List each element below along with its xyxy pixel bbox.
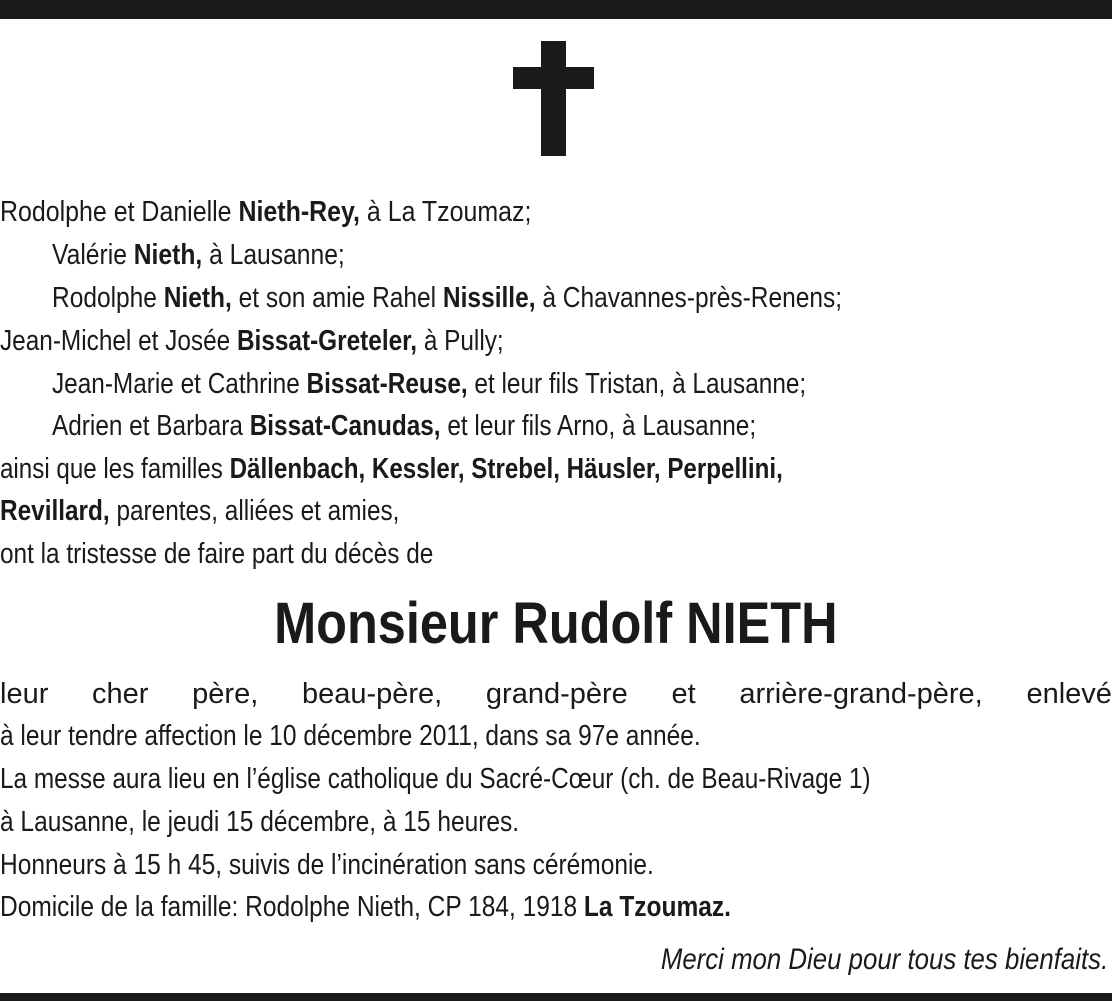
word: enlevé <box>1026 678 1112 710</box>
cross-horizontal-bar <box>513 67 594 89</box>
line-text: à leur tendre affection le 10 décembre 2011, dans sa 97e année. <box>0 720 701 752</box>
line-text: Jean-Michel et Josée <box>0 325 237 357</box>
word: leur <box>0 678 49 710</box>
line-text: à Lausanne; <box>202 239 345 271</box>
line-text: parentes, alliées et amies, <box>109 495 400 527</box>
line-text: ont la tristesse de faire part du décès de <box>0 538 434 570</box>
relatives-line-4 <box>0 324 504 358</box>
body-line-2 <box>0 719 701 753</box>
bottom-border-rule <box>0 993 1112 1001</box>
word: arrière-grand-père, <box>739 678 983 710</box>
line-text: à Pully; <box>417 325 504 357</box>
line-text: Jean-Marie et Cathrine <box>52 368 307 400</box>
body-line-1 <box>0 677 1112 711</box>
relatives-line-7 <box>0 452 783 486</box>
announcement-line <box>0 537 433 571</box>
body-line-4 <box>0 805 519 839</box>
place-name: La Tzoumaz. <box>583 891 731 923</box>
line-text: ainsi que les familles <box>0 453 230 485</box>
closing-motto: Merci mon Dieu pour tous tes bienfaits. <box>660 943 1108 976</box>
body-line-3 <box>0 762 871 796</box>
deceased-name-heading <box>0 592 1112 656</box>
word: et <box>671 678 696 710</box>
family-names: Dällenbach, Kessler, Strebel, Häusler, Perpellini, <box>229 453 783 485</box>
body-line-6 <box>0 890 731 924</box>
family-name: Bissat-Greteler, <box>236 325 418 357</box>
relatives-line-3 <box>52 281 842 315</box>
line-text: et son amie Rahel <box>231 282 443 314</box>
relatives-line-1 <box>0 195 531 229</box>
line-text: Domicile de la famille: Rodolphe Nieth, CP 184, 1918 <box>0 891 584 923</box>
body-line-5 <box>0 848 654 882</box>
family-name: Nieth, <box>163 282 232 314</box>
justified-words <box>0 677 1112 711</box>
line-text: et leur fils Tristan, à Lausanne; <box>467 368 807 400</box>
relatives-line-6 <box>52 409 756 443</box>
line-text: à Chavannes-près-Renens; <box>535 282 843 314</box>
line-text: La messe aura lieu en l’église catholique du Sacré-Cœur (ch. de Beau-Rivage 1) <box>0 763 871 795</box>
relatives-line-8 <box>0 494 399 528</box>
family-name: Bissat-Reuse, <box>306 368 468 400</box>
line-text: à La Tzoumaz; <box>359 196 532 228</box>
line-text: Honneurs à 15 h 45, suivis de l’incinération sans cérémonie. <box>0 849 654 881</box>
deceased-name: Monsieur Rudolf NIETH <box>274 591 838 656</box>
family-name: Nieth-Rey, <box>238 196 360 228</box>
word: père, <box>192 678 259 710</box>
line-text: Rodolphe et Danielle <box>0 196 239 228</box>
family-name: Revillard, <box>0 495 110 527</box>
family-name: Nissille, <box>442 282 536 314</box>
line-text: Rodolphe <box>52 282 164 314</box>
line-text: Adrien et Barbara <box>52 410 250 442</box>
relatives-line-2 <box>52 238 345 272</box>
word: beau-père, <box>301 678 443 710</box>
line-text: Valérie <box>52 239 134 271</box>
word: grand-père <box>485 678 628 710</box>
family-name: Bissat-Canudas, <box>249 410 441 442</box>
top-border-rule <box>0 0 1112 19</box>
relatives-line-5 <box>52 367 806 401</box>
family-name: Nieth, <box>133 239 203 271</box>
word: cher <box>92 678 149 710</box>
cross-vertical-bar <box>541 41 566 156</box>
line-text: et leur fils Arno, à Lausanne; <box>440 410 757 442</box>
line-text: à Lausanne, le jeudi 15 décembre, à 15 heures. <box>0 806 520 838</box>
latin-cross-icon <box>513 41 594 156</box>
